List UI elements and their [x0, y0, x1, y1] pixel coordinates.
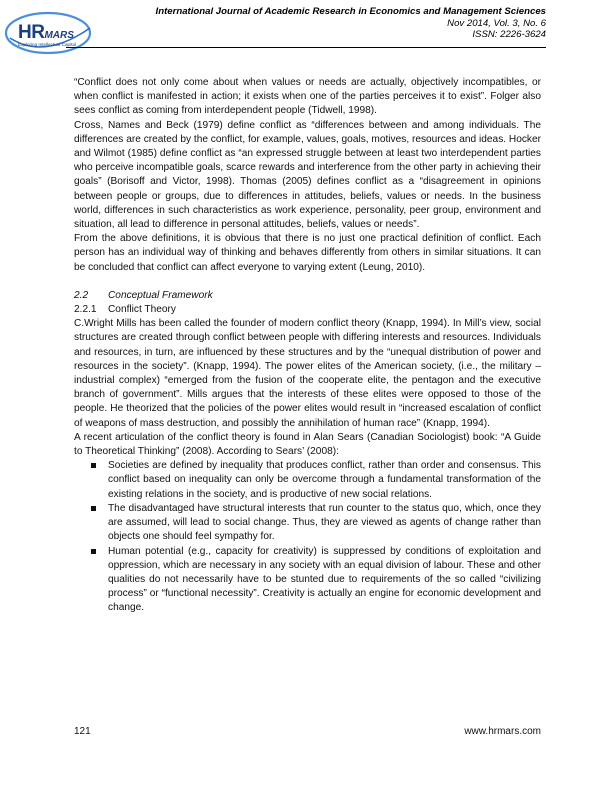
subsection-heading — [74, 303, 541, 317]
website-link[interactable]: www.hrmars.com — [464, 726, 541, 737]
subsection-number: 2.2.1 — [74, 304, 97, 316]
logo-wordmark: HRMARS — [18, 22, 74, 43]
journal-issn: ISSN: 2226-3624 — [472, 29, 546, 40]
page-number: 121 — [74, 726, 91, 737]
paragraph: From the above definitions, it is obvious that there is no just one practical definition of conflict. Each person has an individual way of thinking and behaves differently from others in similar situations. It can be concluded that conflict can affect everyone to varying extent (Leung, 2010). — [74, 233, 541, 273]
paragraph: A recent articulation of the conflict theory is found in Alan Sears (Canadian Sociologist) book: “A Guide to Theoretical Thinking” (2008). According to Sears’ (2008): — [74, 431, 541, 458]
page-footer — [74, 726, 541, 737]
paragraph: Cross, Names and Beck (1979) define conflict as “differences between and among individuals. The differences are created by the conflict, for example, values, goals, motives, resources and ideas. Hocker and Wilmot (1985) define conflict as “an expressed struggle between at least two interdependent parties who perceive incompatible goals, scarce rewards and interference from the other party in achieving their goals” (Borisoff and Victor, 1998). Thomas (2005) defines conflict as a “disagreement in opinions between people or groups, due to differences in attitudes, beliefs, values or needs. In the business world, differences in such characteristics as work experience, personality, peer group, environment and situation, all lead to difference in personal attitudes, beliefs, values or needs”. — [74, 119, 541, 231]
paragraph: C.Wright Mills has been called the founder of modern conflict theory (Knapp, 1994). In Mill’s view, social structures are created through conflict between people with differing interests and resources. Individuals and resources, in turn, are influenced by these structures and by the “unequal distribution of power and resources in the society”. (Knapp, 1994). The power elites of the American society, (i.e., the military – industrial complex) “emerged from the fusion of the cooperate elite, the pentagon and the executive branch of government”. Mills argues that the interests of these elites were opposed to those of the people. He theorized that the policies of the power elites would result in “increased escalation of conflict of weapons of mass destruction, and possibly the annihilation of human race” (Knapp, 1994). — [74, 318, 541, 429]
section-number: 2.2 — [74, 289, 89, 301]
list-item: Human potential (e.g., capacity for creativity) is suppressed by conditions of exploitation and oppression, which are necessary in any society with an equal division of labour. These and other qualities do not necessarily have to be stunted due to requirements of the so called “civilizing process” or “functional necessity”. Creativity is actually an engine for economic development and change. — [74, 545, 541, 616]
header-rule — [66, 47, 546, 48]
section-heading — [74, 289, 541, 303]
subsection-title: Conflict Theory — [108, 304, 176, 316]
section-title: Conceptual Framework — [108, 289, 213, 301]
journal-title: International Journal of Academic Research in Economics and Management Sciences — [155, 6, 546, 17]
list-item: Societies are defined by inequality that produces conflict, rather than order and consensus. This conflict based on inequality can only be overcome through a fundamental transformation of the existing relations in the society, and is productive of new social relations. — [74, 459, 541, 502]
page-body — [74, 76, 541, 616]
bullet-list — [74, 459, 541, 615]
page-header — [0, 0, 612, 62]
logo-tagline: Exploring Intellectual Capital — [18, 42, 76, 47]
hrmars-logo — [4, 8, 96, 58]
square-bullet-icon — [91, 549, 96, 554]
journal-info — [156, 6, 546, 41]
square-bullet-icon — [91, 506, 96, 511]
paragraph: “Conflict does not only come about when values or needs are actually, objectively incompatibles, or when conflict is manifested in action; it exists when one of the parties perceives it to exist”. Folger also sees conflict as coming from interdependent people (Tidwell, 1998). — [74, 77, 541, 117]
list-item: The disadvantaged have structural interests that run counter to the status quo, which, once they are assumed, will lead to social change. Thus, they are viewed as agents of change rather than objects one should feel sympathy for. — [74, 502, 541, 545]
square-bullet-icon — [91, 463, 96, 468]
journal-issue: Nov 2014, Vol. 3, No. 6 — [447, 17, 546, 29]
